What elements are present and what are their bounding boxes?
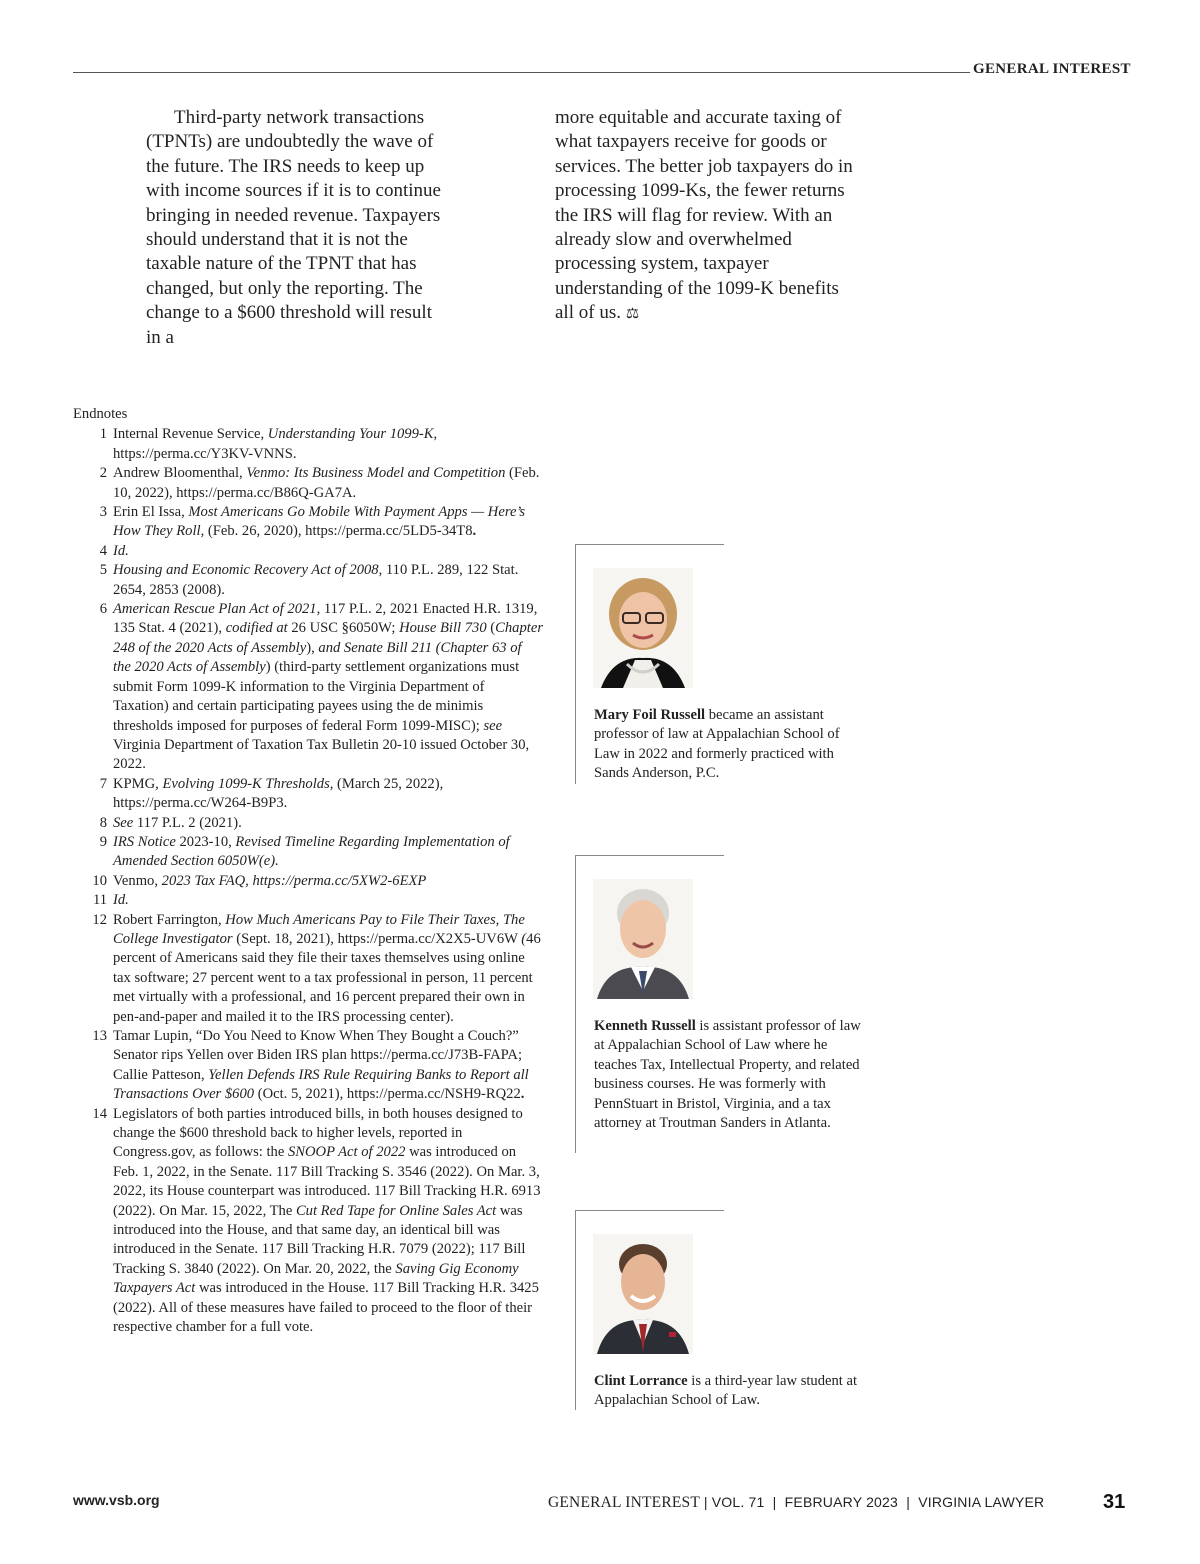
bio-name: Kenneth Russell: [594, 1018, 696, 1034]
endnotes-list: [73, 425, 543, 1337]
endnote-number: 9: [99, 833, 107, 850]
article-paragraph-2: [555, 106, 855, 326]
endnote-number: 14: [92, 1105, 107, 1122]
bio-text: [594, 706, 864, 784]
endnote-item: [73, 600, 543, 775]
footer-separator: |: [906, 1494, 911, 1510]
endnote-number: 4: [99, 542, 107, 559]
endnote-text: Id.: [113, 542, 129, 559]
endnote-number: 7: [99, 775, 107, 792]
footer-running-head: [548, 1494, 1044, 1512]
endnote-item: [73, 425, 543, 464]
endnote-text: KPMG, Evolving 1099-K Thresholds, (March 25, 2022), https://perma.cc/W264-B9P3.: [113, 775, 444, 812]
bio-description: became an assistant professor of law at Appalachian School of Law in 2022 and formerly practiced with Sands Anderson, P.C.: [594, 707, 840, 782]
footer-url: www.vsb.org: [73, 1492, 160, 1508]
endnote-item: [73, 1105, 543, 1338]
endnote-number: 11: [92, 892, 107, 909]
endnote-number: 1: [99, 426, 107, 443]
endnote-number: 5: [99, 562, 107, 579]
endnote-text: Id.: [113, 892, 129, 909]
endnote-item: [73, 891, 543, 910]
endnote-text: Internal Revenue Service, Understanding Your 1099-K, https://perma.cc/Y3KV-VNNS.: [113, 426, 438, 462]
author-photo: [593, 568, 693, 688]
footer-date: FEBRUARY 2023: [784, 1494, 899, 1510]
footer-volume: VOL. 71: [711, 1494, 765, 1510]
endnote-text: Andrew Bloomenthal, Venmo: Its Business Model and Competition (Feb. 10, 2022), https://perma.cc/B86Q-GA7A.: [113, 465, 540, 501]
bio-rule: [576, 544, 724, 545]
endnote-text: IRS Notice 2023-10, Revised Timeline Regarding Implementation of Amended Section 6050W(e).: [113, 833, 510, 870]
endnote-item: [73, 872, 543, 891]
bio-name: Mary Foil Russell: [594, 707, 706, 723]
footer-separator: |: [772, 1494, 777, 1510]
article-paragraph-2-text: more equitable and accurate taxing of what taxpayers receive for goods or services. The better job taxpayers do in processing 1099-Ks, the fewer returns the IRS will flag for review. With an already slow and overwhelmed processing system, taxpayer understanding of the 1099-K benefits all of us.: [555, 107, 853, 324]
author-bio-mary-foil-russell: [575, 544, 866, 784]
endnotes-heading: Endnotes: [73, 406, 128, 422]
endnote-number: 10: [92, 872, 107, 889]
endnote-item: [73, 814, 543, 833]
endnote-item: [73, 503, 543, 542]
endnote-number: 13: [92, 1028, 107, 1044]
endnote-number: 3: [99, 504, 107, 521]
endnote-text: Venmo, 2023 Tax FAQ, https://perma.cc/5XW2-6EXP: [113, 872, 427, 889]
section-label: GENERAL INTEREST: [973, 61, 1131, 77]
bio-description: is assistant professor of law at Appalachian School of Law where he teaches Tax, Intellectual Property, and related business courses. He was formerly with PennStuart in Bristol, Virginia, and a tax attorney at Troutman Sanders in Atlanta.: [594, 1018, 861, 1132]
endnote-number: 8: [99, 814, 107, 831]
endnote-number: 2: [99, 465, 107, 482]
endnote-number: 12: [92, 911, 107, 928]
endnote-text: Housing and Economic Recovery Act of 2008, 110 P.L. 289, 122 Stat. 2654, 2853 (2008).: [113, 562, 519, 598]
endnote-item: [73, 542, 543, 561]
author-photo: [593, 879, 693, 999]
author-photo: [593, 1234, 693, 1354]
endnote-item: [73, 911, 543, 1027]
page-number: 31: [1103, 1491, 1126, 1513]
bio-rule: [576, 1210, 724, 1211]
bio-name: Clint Lorrance: [594, 1373, 688, 1389]
article-column-1: [146, 106, 451, 350]
endnote-item: [73, 561, 543, 600]
endnote-text: See 117 P.L. 2 (2021).: [113, 814, 242, 831]
article-column-2: [555, 106, 855, 326]
endnote-number: 6: [99, 601, 107, 618]
endnote-item: [73, 1027, 543, 1105]
bio-description: is a third-year law student at Appalachian School of Law.: [594, 1373, 858, 1409]
endnote-text: Erin El Issa, Most Americans Go Mobile With Payment Apps — Here’s How They Roll, (Feb. 26, 2020), https://perma.cc/5LD5-34T8.: [113, 504, 526, 540]
bio-rule: [576, 855, 724, 856]
header-rule: [73, 72, 970, 73]
endnotes: [73, 405, 543, 1338]
endnote-text: Tamar Lupin, “Do You Need to Know When They Bought a Couch?” Senator rips Yellen over Biden IRS plan https://perma.cc/J73B-FAPA; Callie Patteson, Yellen Defends IRS Rule Requiring Banks to Report all Transactions Over $600 (Oct. 5, 2021), https://perma.cc/NSH9-RQ22.: [113, 1028, 529, 1103]
endnote-item: [73, 775, 543, 814]
footer-section: GENERAL INTEREST: [548, 1494, 700, 1511]
endnote-text: Legislators of both parties introduced bills, in both houses designed to change the $600 threshold back to higher levels, reported in Congress.gov, as follows: the SNOOP Act of 2022 was introduced on Feb. 1, 2022, in the Senate. 117 Bill Tracking S. 3546 (2022). On Mar. 3, 2022, its House counterpart was introduced. 117 Bill Tracking H.R. 6913 (2022). On Mar. 15, 2022, The Cut Red Tape for Online Sales Act was introduced into the House, and that same day, an identical bill was introduced in the Senate. 117 Bill Tracking H.R. 7079 (2022); 117 Bill Tracking S. 3840 (2022). On Mar. 20, 2022, the Saving Gig Economy Taxpayers Act was introduced in the House. 117 Bill Tracking H.R. 3425 (2022). All of these measures have failed to proceed to the floor of their respective chamber for a full vote.: [113, 1105, 541, 1336]
endnote-text: Robert Farrington, How Much Americans Pay to File Their Taxes, The College Investigator (Sept. 18, 2021), https://perma.cc/X2X5-UV6W (46 percent of Americans said they file their taxes themselves using online tax software; 27 percent went to a tax professional in person, 11 percent met virtually with a professional, and 16 percent prepared their own in pen-and-paper and mailed it to the IRS processing center).: [113, 911, 541, 1025]
author-bio-clint-lorrance: [575, 1210, 866, 1410]
article-paragraph-1: Third-party network transactions (TPNTs) are undoubtedly the wave of the future. The IRS needs to keep up with income sources if it is to continue bringing in needed revenue. Taxpayers should understand that it is not the taxable nature of the TPNT that has changed, but only the reporting. The change to a $600 threshold will result in a: [146, 107, 441, 348]
endnote-item: [73, 464, 543, 503]
footer-separator: |: [703, 1494, 708, 1510]
endnote-item: [73, 833, 543, 872]
bio-text: [594, 1372, 864, 1411]
bio-text: [594, 1017, 864, 1133]
footer-publication: VIRGINIA LAWYER: [918, 1494, 1045, 1510]
endnote-text: American Rescue Plan Act of 2021, 117 P.L. 2, 2021 Enacted H.R. 1319, 135 Stat. 4 (2021), codified at 26 USC §6050W; House Bill 730 (Chapter 248 of the 2020 Acts of Assembly), and Senate Bill 211 (Chapter 63 of the 2020 Acts of Assembly) (third-party settlement organizations must submit Form 1099-K information to the Virginia Department of Taxation) and certain participating payees using the de minimis thresholds imposed for purposes of federal Form 1099-MISC); see Virginia Department of Taxation Tax Bulletin 20-10 issued October 30, 2022.: [113, 601, 543, 773]
author-bio-kenneth-russell: [575, 855, 866, 1153]
scales-end-mark-icon: ⚖: [625, 304, 640, 323]
